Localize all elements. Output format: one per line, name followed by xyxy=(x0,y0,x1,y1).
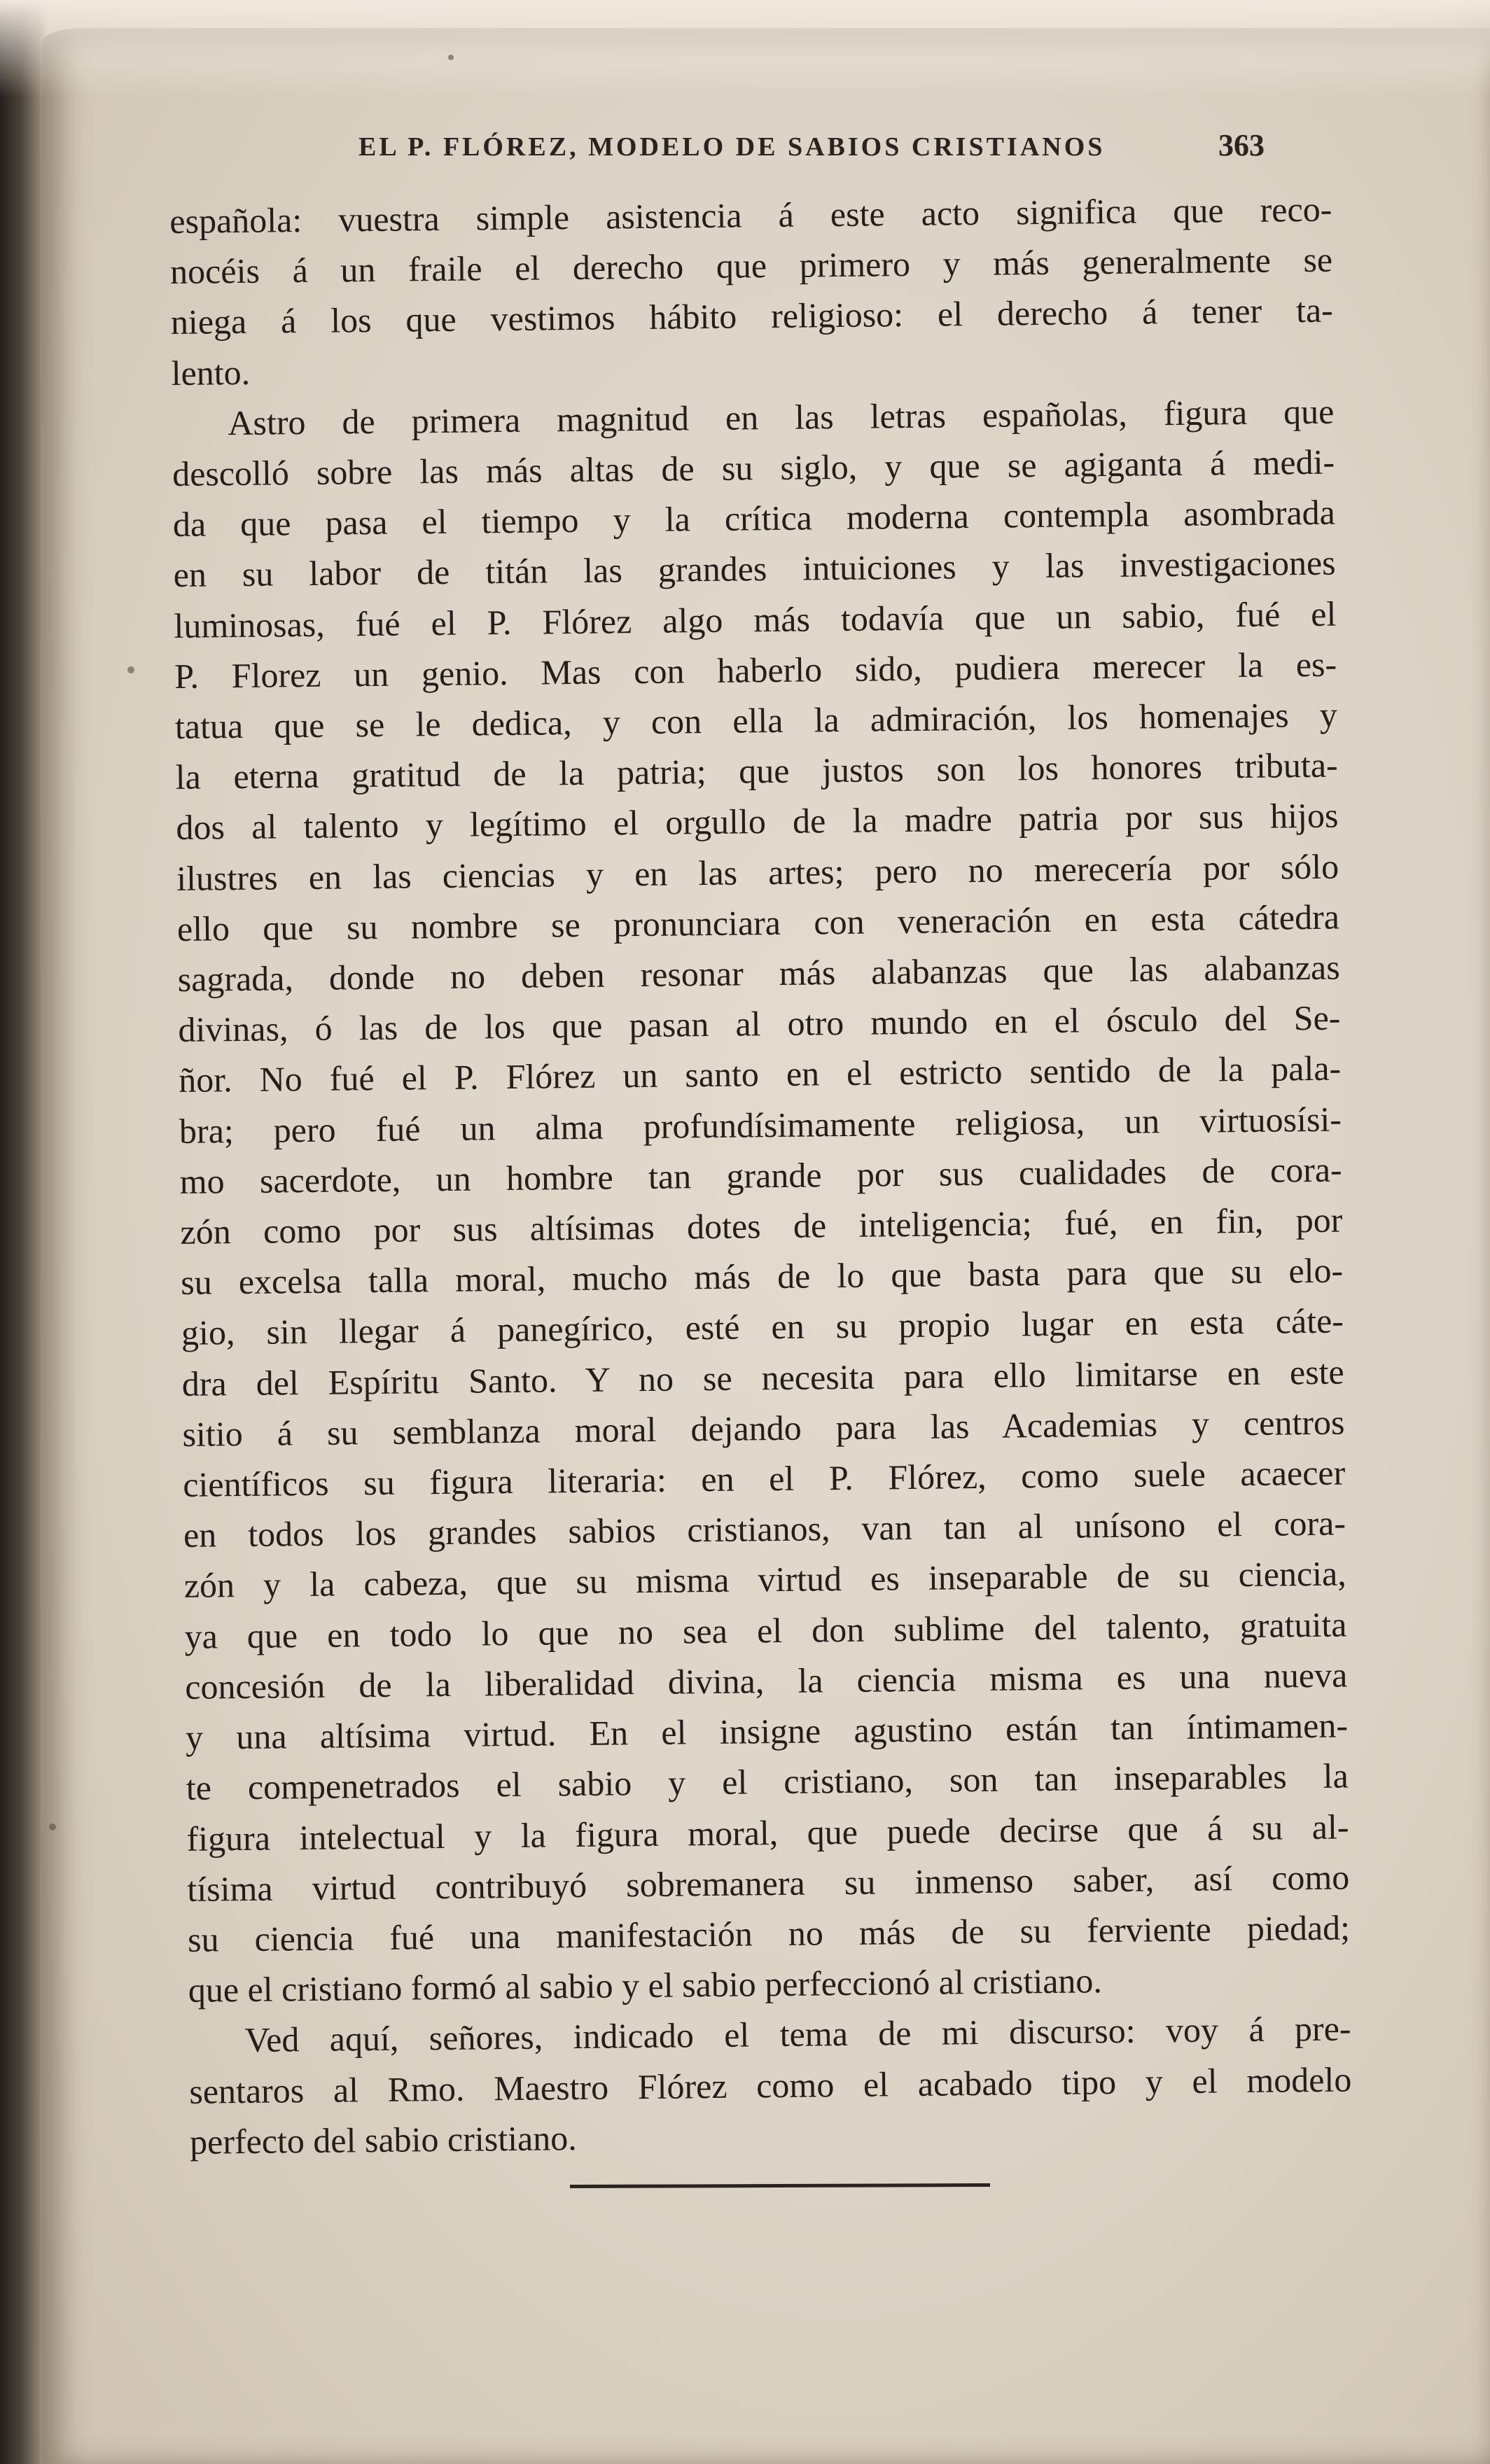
text-line: Ved aquí, señores, indicado el tema de mi discurso: voy á pre- xyxy=(244,2008,1351,2060)
text-line: su excelsa talla moral, mucho más de lo que basta para que su elo- xyxy=(180,1250,1344,1303)
text-line: divinas, ó las de los que pasan al otro mundo en el ósculo del Se- xyxy=(178,997,1341,1050)
text-line: que el cristiano formó al sabio y el sabio perfeccionó al cristiano. xyxy=(188,1961,1103,2010)
paper-speck xyxy=(127,666,134,673)
text-line: zón y la cabeza, que su misma virtud es inseparable de su ciencia, xyxy=(183,1553,1346,1606)
text-line: científicos su figura literaria: en el P. Flórez, como suele acaecer xyxy=(182,1452,1346,1504)
text-line: en su labor de titán las grandes intuiciones y las investigaciones xyxy=(173,543,1336,595)
text-line: tatua que se le dedica, y con ella la admiración, los homenajes y xyxy=(174,694,1338,746)
text-line: sitio á su semblanza moral dejando para las Academias y centros xyxy=(182,1402,1345,1454)
text-line: ello que su nombre se pronunciara con veneración en esta cátedra xyxy=(176,897,1340,948)
text-line: mo sacerdote, un hombre tan grande por sus cualidades de cora- xyxy=(179,1149,1342,1201)
text-line: la eterna gratitud de la patria; que justos son los honores tributa- xyxy=(175,745,1338,797)
running-head xyxy=(0,128,1490,174)
paper-speck xyxy=(448,55,454,60)
text-line: nocéis á un fraile el derecho que primero y más generalmente se xyxy=(169,239,1333,292)
text-line: perfecto del sabio cristiano. xyxy=(189,2118,577,2162)
paper-speck xyxy=(49,1823,56,1830)
text-line: tísima virtud contribuyó sobremanera su inmenso saber, así como xyxy=(187,1857,1350,1909)
text-line: luminosas, fué el P. Flórez algo más todavía que un sabio, fué el xyxy=(174,594,1337,645)
text-line: española: vuestra simple asistencia á este acto significa que reco- xyxy=(169,189,1332,241)
text-line: gio, sin llegar á panegírico, esté en su propio lugar en esta cáte- xyxy=(181,1301,1344,1353)
page-number: 363 xyxy=(1218,128,1265,162)
running-title: EL P. FLÓREZ, MODELO DE SABIOS CRISTIANOS xyxy=(358,132,1106,162)
text-line: lento. xyxy=(171,352,251,393)
text-line: sentaros al Rmo. Maestro Flórez como el acabado tipo y el modelo xyxy=(189,2059,1352,2111)
text-line: figura intelectual y la figura moral, que puede decirse que á su al- xyxy=(186,1806,1349,1858)
text-line: concesión de la liberalidad divina, la ciencia misma es una nueva xyxy=(185,1655,1348,1707)
text-line: P. Florez un genio. Mas con haberlo sido, pudiera merecer la es- xyxy=(174,644,1337,696)
text-line: Astro de primera magnitud en las letras españolas, figura que xyxy=(228,391,1335,442)
text-line: te compenetrados el sabio y el cristiano, son tan inseparables la xyxy=(186,1756,1349,1808)
text-line: en todos los grandes sabios cristianos, van tan al unísono el cora- xyxy=(183,1503,1346,1555)
text-line: dos al talento y legítimo el orgullo de la madre patria por sus hijos xyxy=(176,796,1339,848)
text-line: descolló sobre las más altas de su siglo, y que se agiganta á medi- xyxy=(172,442,1335,493)
text-line: da que pasa el tiempo y la crítica moderna contempla asombrada xyxy=(172,492,1336,545)
text-line: ñor. No fué el P. Flórez un santo en el estricto sentido de la pala- xyxy=(178,1049,1342,1100)
text-line: y una altísima virtud. En el insigne agustino están tan íntimamen- xyxy=(185,1705,1349,1757)
text-line: su ciencia fué una manifestación no más de su ferviente piedad; xyxy=(187,1907,1351,1959)
page-top-shade xyxy=(0,0,1490,98)
text-line: zón como por sus altísimas dotes de inteligencia; fué, en fin, por xyxy=(180,1200,1343,1252)
text-line: ilustres en las ciencias y en las artes; pero no merecería por sólo xyxy=(176,846,1339,898)
book-spine-edge xyxy=(0,0,42,2464)
text-line: dra del Espíritu Santo. Y no se necesita para ello limitarse en este xyxy=(181,1352,1344,1404)
text-line: bra; pero fué un alma profundísimamente religiosa, un virtuosísi- xyxy=(179,1099,1342,1151)
text-line: niega á los que vestimos hábito religioso: el derecho á tener ta- xyxy=(170,290,1334,342)
text-line: sagrada, donde no deben resonar más alabanzas que las alabanzas xyxy=(177,947,1340,999)
text-line: ya que en todo lo que no sea el don sublime del talento, gratuita xyxy=(184,1604,1347,1656)
body-text xyxy=(169,184,1352,2167)
